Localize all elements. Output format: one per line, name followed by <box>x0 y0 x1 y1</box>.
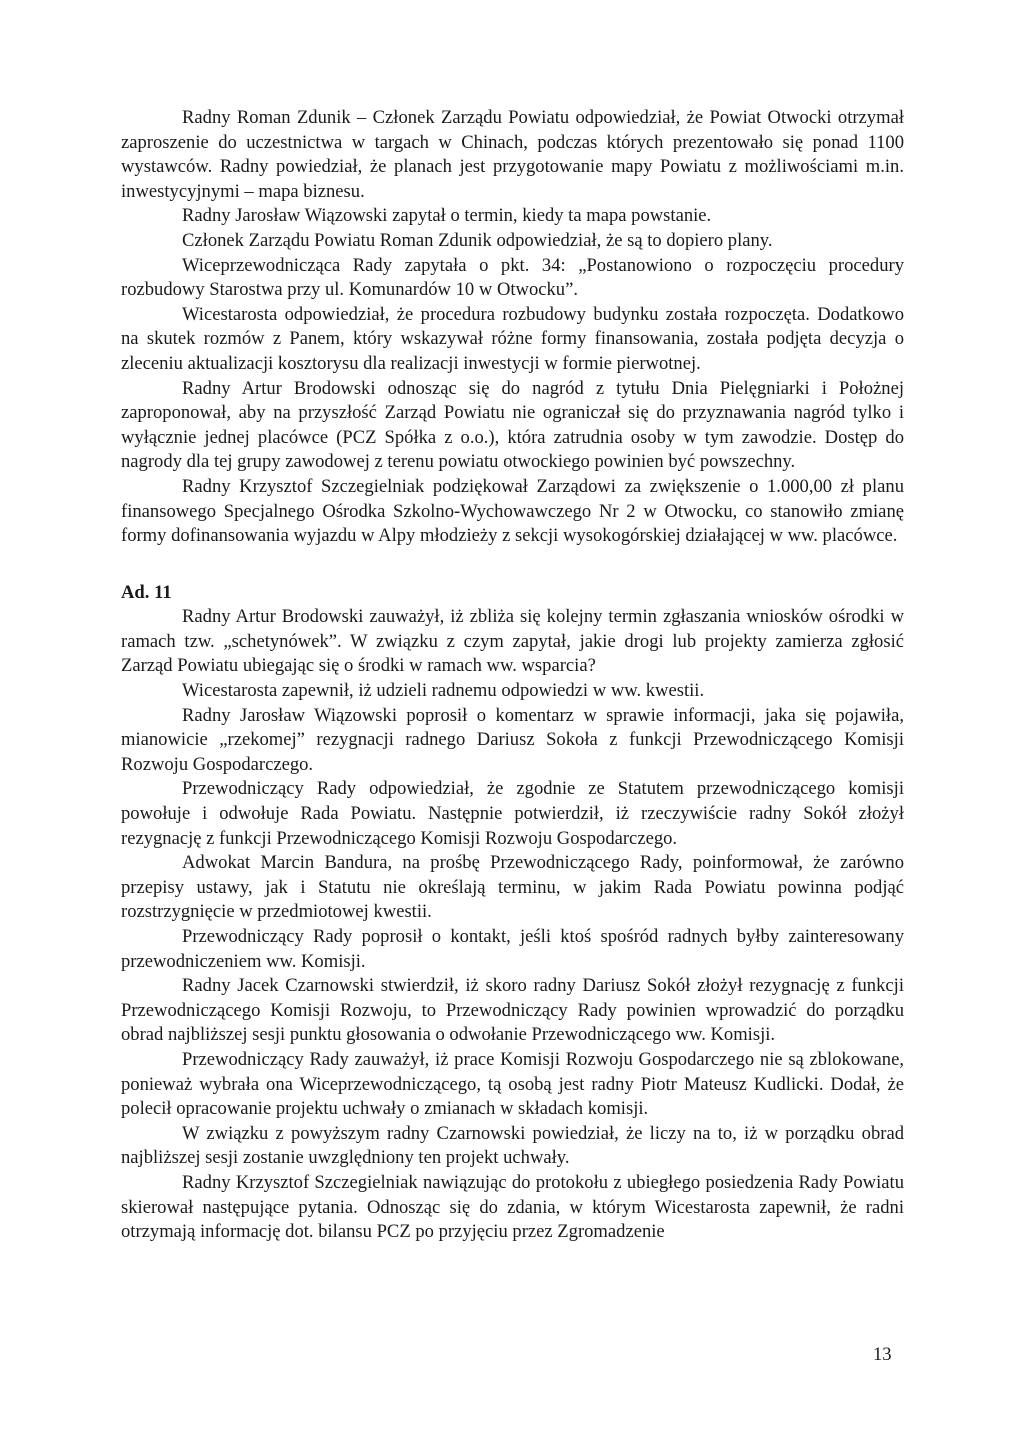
section-heading: Ad. 11 <box>121 581 172 603</box>
paragraph: Przewodniczący Rady zauważył, iż prace Komisji Rozwoju Gospodarczego nie są zblokowane, ponieważ wybrała ona Wiceprzewodniczącego, tą osobą jest radny Piotr Mateusz Kudlicki. Dodał, że polecił opracowanie projektu uchwały o zmianach w składach komisji. <box>121 1048 904 1120</box>
paragraph: Radny Krzysztof Szczegielniak nawiązując do protokołu z ubiegłego posiedzenia Rady Powiatu skierował następujące pytania. Odnosząc się do zdania, w którym Wicestarosta zapewnił, że radni otrzymają informację dot. bilansu PCZ po przyjęciu przez Zgromadzenie <box>121 1171 904 1243</box>
paragraph: Wiceprzewodnicząca Rady zapytała o pkt. 34: „Postanowiono o rozpoczęciu procedury rozbudowy Starostwa przy ul. Komunardów 10 w Otwocku”. <box>121 254 904 301</box>
document-page <box>121 106 904 1245</box>
paragraph: Przewodniczący Rady odpowiedział, że zgodnie ze Statutem przewodniczącego komisji powołuje i odwołuje Rada Powiatu. Następnie potwierdził, iż rzeczywiście radny Sokół złożył rezygnację z funkcji Przewodniczącego Komisji Rozwoju Gospodarczego. <box>121 778 904 849</box>
paragraph: Radny Jacek Czarnowski stwierdził, iż skoro radny Dariusz Sokół złożył rezygnację z funkcji Przewodniczącego Komisji Rozwoju, to Przewodniczący Rady powinien wprowadzić do porządku obrad najbliższej sesji punktu głosowania o odwołanie Przewodniczącego ww. Komisji. <box>121 975 904 1046</box>
paragraph: Radny Artur Brodowski odnosząc się do nagród z tytułu Dnia Pielęgniarki i Położnej zaproponował, aby na przyszłość Zarząd Powiatu nie ograniczał się do przyznawania nagród tylko i wyłącznie jednej placówce (PCZ Spółka z o.o.), która zatrudnia osoby w tym zawodzie. Dostęp do nagrody dla tej grupy zawodowej z terenu powiatu otwockiego powinien być powszechny. <box>121 377 904 473</box>
paragraph: Radny Jarosław Wiązowski zapytał o termin, kiedy ta mapa powstanie. <box>182 205 712 227</box>
paragraph: Radny Roman Zdunik – Członek Zarządu Powiatu odpowiedział, że Powiat Otwocki otrzymał zaproszenie do uczestnictwa w targach w Chinach, podczas których prezentowało się ponad 1100 wystawców. Radny powiedział, że planach jest przygotowanie mapy Powiatu z możliwościami m.in. inwestycyjnymi – mapa biznesu. <box>121 107 904 202</box>
paragraph: Przewodniczący Rady poprosił o kontakt, jeśli ktoś spośród radnych byłby zainteresowany przewodniczeniem ww. Komisji. <box>121 926 904 972</box>
paragraph: Radny Krzysztof Szczegielniak podziękował Zarządowi za zwiększenie o 1.000,00 zł planu finansowego Specjalnego Ośrodka Szkolno-Wychowawczego Nr 2 w Otwocku, co stanowiło zmianę formy dofinansowania wyjazdu w Alpy młodzieży z sekcji wysokogórskiej działającej w ww. placówce. <box>121 475 904 547</box>
page-number: 13 <box>873 1344 892 1365</box>
paragraph: Adwokat Marcin Bandura, na prośbę Przewodniczącego Rady, poinformował, że zarówno przepisy ustawy, jak i Statutu nie określają terminu, w jakim Rada Powiatu powinna podjąć rozstrzygnięcie w przedmiotowej kwestii. <box>121 852 904 923</box>
paragraph: Członek Zarządu Powiatu Roman Zdunik odpowiedział, że są to dopiero plany. <box>182 229 773 251</box>
paragraph: Radny Jarosław Wiązowski poprosił o komentarz w sprawie informacji, jaka się pojawiła, mianowicie „rzekomej” rezygnacji radnego Dariusz Sokoła z funkcji Przewodniczącego Komisji Rozwoju Gospodarczego. <box>121 704 904 775</box>
paragraph: Radny Artur Brodowski zauważył, iż zbliża się kolejny termin zgłaszania wniosków ośrodki w ramach tzw. „schetynówek”. W związku z czym zapytał, jakie drogi lub projekty zamierza zgłosić Zarząd Powiatu ubiegając się o środki w ramach ww. wsparcia? <box>121 606 904 677</box>
paragraph: Wicestarosta zapewnił, iż udzieli radnemu odpowiedzi w ww. kwestii. <box>182 680 705 702</box>
paragraph: Wicestarosta odpowiedział, że procedura rozbudowy budynku została rozpoczęta. Dodatkowo na skutek rozmów z Panem, który wskazywał różne formy finansowania, została podjęta decyzja o zleceniu aktualizacji kosztorysu dla realizacji inwestycji w formie pierwotnej. <box>121 303 904 374</box>
paragraph: W związku z powyższym radny Czarnowski powiedział, że liczy na to, iż w porządku obrad najbliższej sesji zostanie uwzględniony ten projekt uchwały. <box>121 1122 904 1169</box>
